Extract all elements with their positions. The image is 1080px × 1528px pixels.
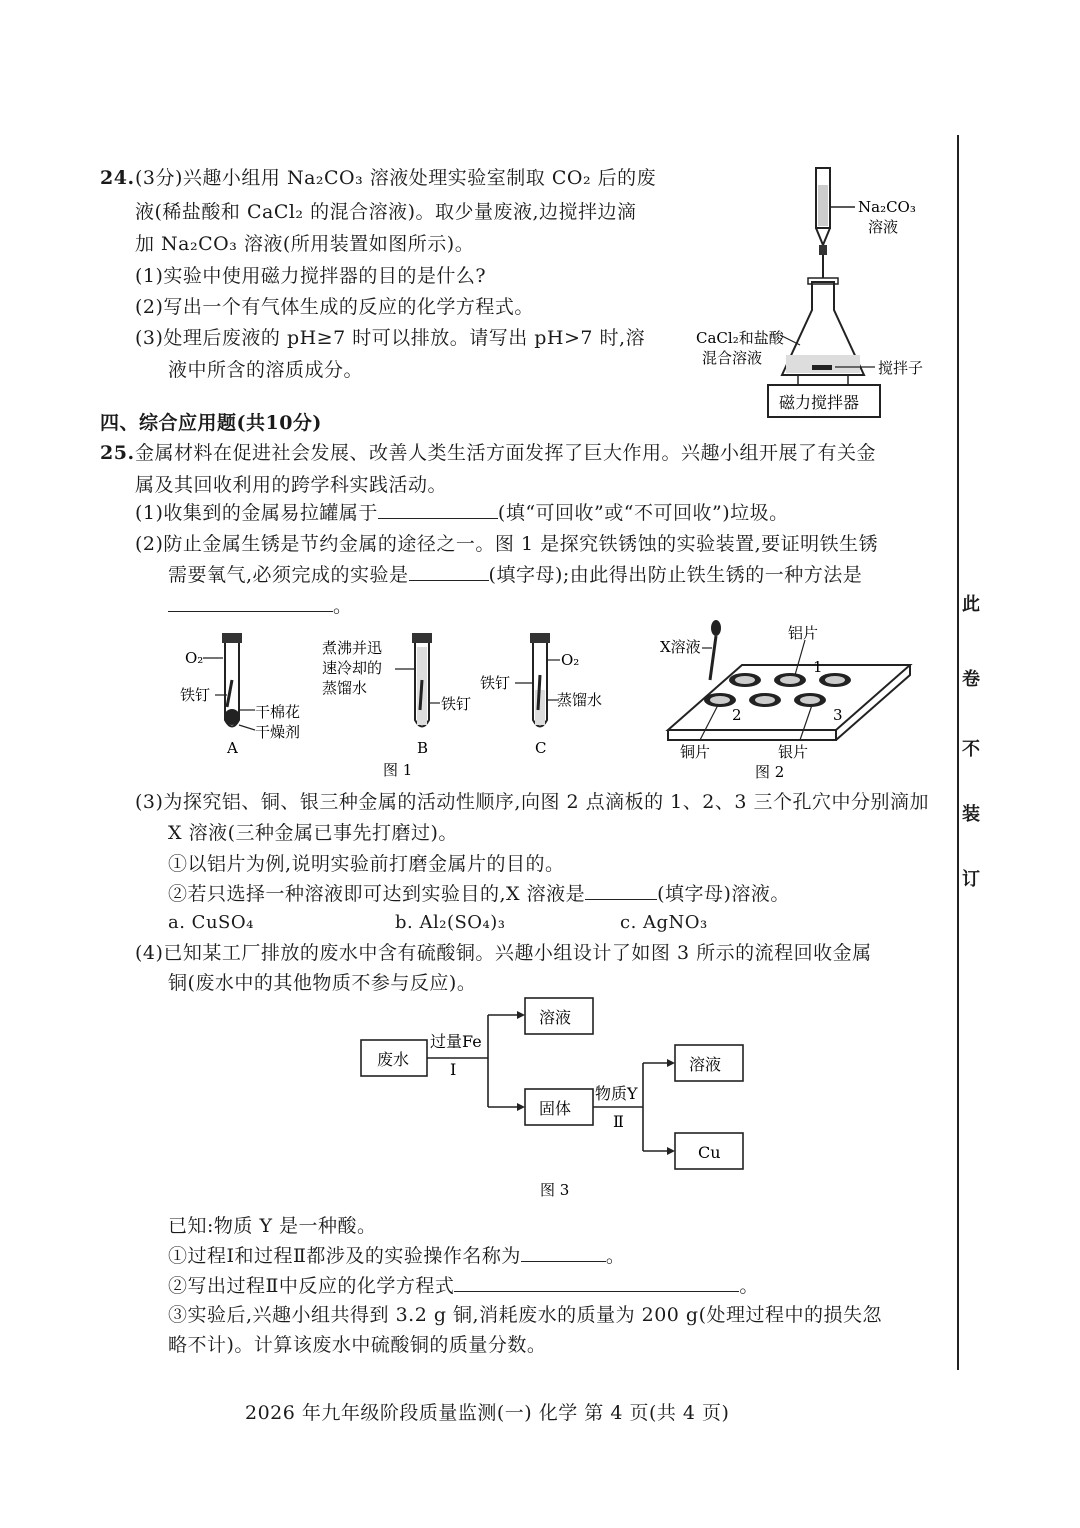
q25-part2b [168,562,862,588]
option-a: a. CuSO₄ [168,912,254,933]
x-solution-label: X溶液 [660,638,701,656]
answer-blank-2[interactable] [409,562,489,581]
answer-blank-1[interactable] [378,500,498,519]
q25-step2 [168,1273,759,1299]
q25-step2-text-b: 。 [739,1275,759,1297]
substance-y-label: 物质Y [595,1084,638,1103]
q24-sub1: (1)实验中使用磁力搅拌器的目的是什么? [135,265,487,287]
ag-label: 银片 [778,743,809,761]
q25-number: 25. [100,442,135,464]
well-2-label: 2 [732,706,742,724]
desiccant-label: 干燥剂 [255,723,301,741]
stirrer-label: 磁力搅拌器 [779,393,860,412]
side-char-1: 此 [962,594,980,615]
solution-box-1: 溶液 [539,1008,572,1027]
answer-blank-3[interactable] [168,593,333,612]
q24-line1: (3分)兴趣小组用 Na₂CO₃ 溶液处理实验室制取 CO₂ 后的废 [135,167,657,189]
figure-2-spot-plate [660,620,920,785]
side-char-5: 订 [962,869,980,890]
q25-part3-text-e: (填字母)溶液。 [657,883,790,905]
nail-label-a: 铁钉 [180,686,211,704]
cu-label: 铜片 [680,743,711,761]
water-label-c: 蒸馏水 [557,691,603,709]
mix-label-2: 混合溶液 [702,349,763,367]
page-footer: 2026 年九年级阶段质量监测(一) 化学 第 4 页(共 4 页) [245,1402,730,1424]
figure-3-flowchart [355,995,775,1205]
answer-blank-4[interactable] [585,881,657,900]
q25-part3b: X 溶液(三种金属已事先打磨过)。 [168,822,458,844]
q25-part2-text-d: 。 [333,595,353,617]
fe-label: 过量Fe [430,1032,482,1051]
side-char-2: 卷 [962,669,980,690]
q24-sub3a: (3)处理后废液的 pH≥7 时可以排放。请写出 pH>7 时,溶 [135,327,646,349]
well-1-label: 1 [813,658,823,676]
q25-part3c: ①以铝片为例,说明实验前打磨金属片的目的。 [168,853,565,875]
o2-label-c: O₂ [561,651,580,669]
q25-part4b: 铜(废水中的其他物质不参与反应)。 [168,972,477,994]
reagent-label-2: 溶液 [868,218,899,236]
step-1-label: Ⅰ [450,1060,457,1079]
q25-step2-text-a: ②写出过程Ⅱ中反应的化学方程式 [168,1275,455,1297]
q25-part4a: (4)已知某工厂排放的废水中含有硫酸铜。兴趣小组设计了如图 3 所示的流程回收金属 [135,942,872,964]
reagent-label: Na₂CO₃ [858,198,916,216]
tube-a-label: A [227,739,238,757]
solid-box: 固体 [539,1099,572,1118]
answer-blank-6[interactable] [454,1273,739,1292]
q24-sub3b: 液中所含的溶质成分。 [168,359,364,381]
tube-c-label: C [535,739,547,757]
q25-part3d [168,881,790,907]
boiled-label-3: 蒸馏水 [322,679,368,697]
answer-blank-5[interactable] [521,1243,606,1262]
q25-part3-text-d: ②若只选择一种溶液即可达到实验目的,X 溶液是 [168,883,586,905]
known-condition: 已知:物质 Y 是一种酸。 [168,1215,377,1237]
q25-part2d [168,593,353,619]
figure-1-test-tubes [175,625,635,785]
boiled-label-2: 速冷却的 [322,659,383,677]
waste-box: 废水 [377,1050,410,1069]
cu-box: Cu [698,1143,721,1162]
solution-box-2: 溶液 [689,1055,722,1074]
step-2-label: Ⅱ [613,1112,624,1131]
o2-label-a: O₂ [185,649,204,667]
q25-step1-text-a: ①过程Ⅰ和过程Ⅱ都涉及的实验操作名称为 [168,1245,521,1267]
section-title: 四、综合应用题(共10分) [100,412,322,434]
tube-b-label: B [417,739,429,757]
q24-sub2: (2)写出一个有气体生成的反应的化学方程式。 [135,296,534,318]
nail-label-c: 铁钉 [480,674,511,692]
q25-part2a: (2)防止金属生锈是节约金属的途径之一。图 1 是探究铁锈蚀的实验装置,要证明铁生锈 [135,533,879,555]
boiled-label-1: 煮沸并迅 [322,639,383,657]
option-c: c. AgNO₃ [620,912,708,933]
al-label: 铝片 [788,624,819,642]
q25-step1-text-b: 。 [605,1245,626,1267]
q25-part1 [135,500,789,526]
q25-part1-text-b: (填“可回收”或“不可回收”)垃圾。 [497,502,789,524]
cotton-label: 干棉花 [255,703,301,721]
side-char-4: 装 [962,804,980,825]
figure-2-caption: 图 2 [755,763,785,781]
figure-1-caption: 图 1 [383,761,413,779]
nail-label-b: 铁钉 [441,695,472,713]
mix-label-1: CaCl₂和盐酸 [696,329,784,347]
q24-number: 24. [100,167,135,189]
side-char-3: 不 [962,739,980,760]
stirbar-label: 搅拌子 [878,359,924,377]
q25-step3b: 略不计)。计算该废水中硫酸铜的质量分数。 [168,1334,547,1356]
q25-intro2: 属及其回收利用的跨学科实践活动。 [135,474,448,496]
q25-part3a: (3)为探究铝、铜、银三种金属的活动性顺序,向图 2 点滴板的 1、2、3 三个孔穴中分别滴加 [135,791,929,813]
q24-line2: 液(稀盐酸和 CaCl₂ 的混合溶液)。取少量废液,边搅拌边滴 [135,201,637,223]
stirring-apparatus-figure [690,160,960,425]
q25-part2-text-c: (填字母);由此得出防止铁生锈的一种方法是 [488,564,863,586]
q24-line3: 加 Na₂CO₃ 溶液(所用装置如图所示)。 [135,233,475,255]
figure-3-caption: 图 3 [540,1181,570,1199]
q25-part2-text-b: 需要氧气,必须完成的实验是 [168,564,409,586]
q25-step1 [168,1243,625,1269]
q25-part1-text-a: (1)收集到的金属易拉罐属于 [135,502,378,524]
q25-intro1: 金属材料在促进社会发展、改善人类生活方面发挥了巨大作用。兴趣小组开展了有关金 [135,442,877,464]
q25-step3a: ③实验后,兴趣小组共得到 3.2 g 铜,消耗废水的质量为 200 g(处理过程中的损失忽 [168,1304,882,1326]
well-3-label: 3 [833,706,843,724]
option-b: b. Al₂(SO₄)₃ [395,912,506,933]
